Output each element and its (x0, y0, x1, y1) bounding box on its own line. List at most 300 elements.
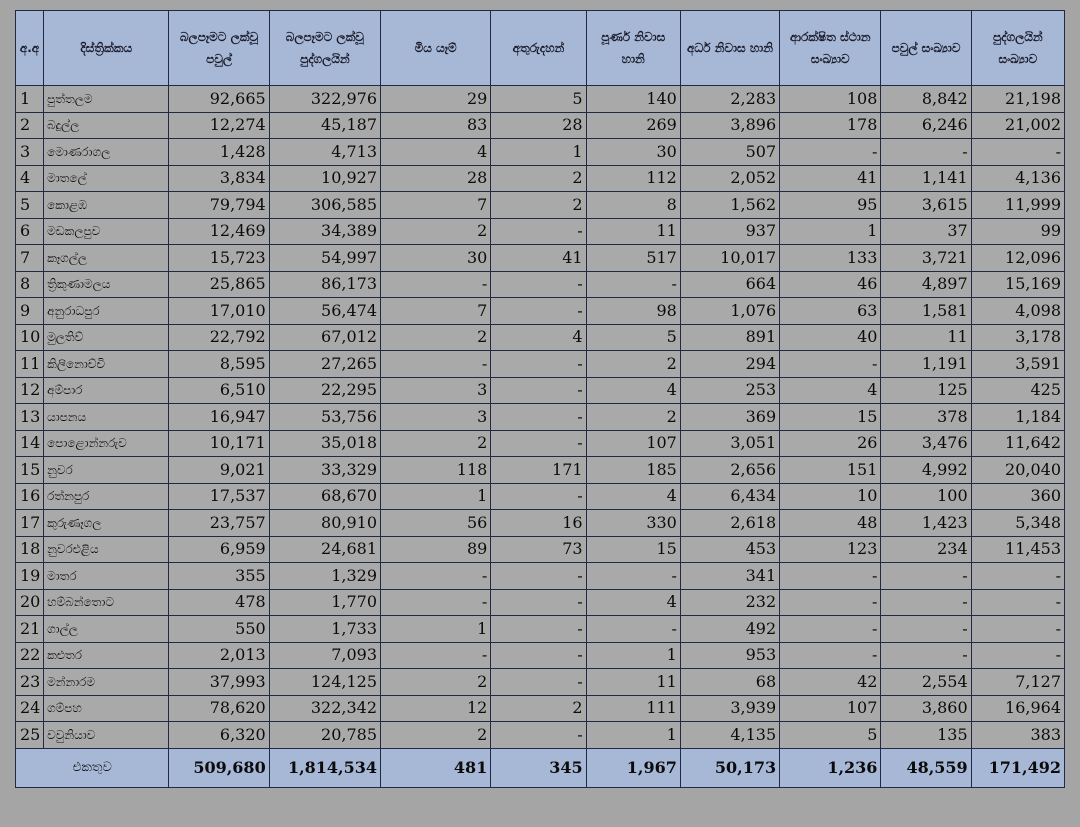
table-cell: 4,897 (881, 271, 971, 298)
table-cell: 100 (881, 483, 971, 510)
header-affected-families: බලපෑමට ලක්වූ පවුල් (169, 11, 269, 86)
table-cell: 46 (780, 271, 881, 298)
table-cell: - (491, 404, 586, 431)
row-index: 15 (16, 457, 44, 484)
table-cell: 118 (381, 457, 491, 484)
table-cell: 37 (881, 218, 971, 245)
table-cell: 21,002 (971, 112, 1064, 139)
row-index: 22 (16, 642, 44, 669)
table-row (16, 589, 1065, 616)
table-cell: - (381, 351, 491, 378)
table-cell: 3,615 (881, 192, 971, 219)
table-cell: 78,620 (169, 695, 269, 722)
table-cell: 2,618 (680, 510, 779, 537)
table-cell: 56,474 (269, 298, 380, 325)
district-name: මඩකලපුව (44, 218, 169, 245)
table-row (16, 669, 1065, 696)
table-cell: 7,093 (269, 642, 380, 669)
district-name: පොළොන්නරුව (44, 430, 169, 457)
table-cell: - (491, 218, 586, 245)
table-cell: 306,585 (269, 192, 380, 219)
row-index: 11 (16, 351, 44, 378)
table-cell: 10,927 (269, 165, 380, 192)
district-name: පුත්තලම (44, 86, 169, 113)
table-cell: - (491, 563, 586, 590)
table-row (16, 351, 1065, 378)
table-cell: 4 (491, 324, 586, 351)
table-cell: 2,013 (169, 642, 269, 669)
district-name: යාපනය (44, 404, 169, 431)
total-cell: 50,173 (680, 748, 779, 787)
table-cell: 79,794 (169, 192, 269, 219)
table-cell: 4,135 (680, 722, 779, 749)
total-cell: 1,814,534 (269, 748, 380, 787)
district-name: වවුනියාව (44, 722, 169, 749)
table-cell: 24,681 (269, 536, 380, 563)
row-index: 25 (16, 722, 44, 749)
table-cell: 1,184 (971, 404, 1064, 431)
table-cell: - (491, 669, 586, 696)
table-cell: 1,733 (269, 616, 380, 643)
table-cell: 125 (881, 377, 971, 404)
table-cell: 383 (971, 722, 1064, 749)
table-cell: 54,997 (269, 245, 380, 272)
table-row (16, 536, 1065, 563)
table-row (16, 695, 1065, 722)
table-cell: 11 (586, 669, 680, 696)
district-name: මුලතිව් (44, 324, 169, 351)
table-cell: - (971, 616, 1064, 643)
table-cell: - (381, 563, 491, 590)
table-cell: 1,191 (881, 351, 971, 378)
district-name: කොළඹ (44, 192, 169, 219)
table-cell: 107 (780, 695, 881, 722)
table-cell: 17,537 (169, 483, 269, 510)
table-cell: 28 (491, 112, 586, 139)
table-cell: 8 (586, 192, 680, 219)
table-cell: 2 (491, 192, 586, 219)
table-cell: 664 (680, 271, 779, 298)
table-cell: 12 (381, 695, 491, 722)
table-cell: 41 (491, 245, 586, 272)
district-name: රත්නපුර (44, 483, 169, 510)
table-cell: 151 (780, 457, 881, 484)
row-index: 8 (16, 271, 44, 298)
table-cell: 2,656 (680, 457, 779, 484)
table-cell: 17,010 (169, 298, 269, 325)
table-cell: 6,510 (169, 377, 269, 404)
table-cell: 355 (169, 563, 269, 590)
district-name: මාතර (44, 563, 169, 590)
table-cell: - (491, 271, 586, 298)
table-cell: 269 (586, 112, 680, 139)
table-cell: 1,581 (881, 298, 971, 325)
table-cell: 11,642 (971, 430, 1064, 457)
table-cell: 322,342 (269, 695, 380, 722)
row-index: 23 (16, 669, 44, 696)
table-row (16, 245, 1065, 272)
table-cell: - (491, 616, 586, 643)
table-row (16, 722, 1065, 749)
table-cell: 22,295 (269, 377, 380, 404)
table-cell: 23,757 (169, 510, 269, 537)
table-cell: 11 (881, 324, 971, 351)
table-row (16, 563, 1065, 590)
table-cell: 56 (381, 510, 491, 537)
disaster-summary-table (15, 10, 1065, 788)
table-cell: 5 (780, 722, 881, 749)
header-partially-damaged-houses: අර්ධ නිවාස හානි (680, 11, 779, 86)
table-cell: 2,554 (881, 669, 971, 696)
table-cell: - (780, 351, 881, 378)
table-row (16, 510, 1065, 537)
table-cell: - (780, 139, 881, 166)
table-cell: 29 (381, 86, 491, 113)
table-cell: - (971, 642, 1064, 669)
table-cell: 26 (780, 430, 881, 457)
table-cell: 2,052 (680, 165, 779, 192)
table-cell: 3 (381, 404, 491, 431)
table-cell: 517 (586, 245, 680, 272)
table-cell: 124,125 (269, 669, 380, 696)
district-name: ත්‍රිකුණාමලය (44, 271, 169, 298)
table-cell: 40 (780, 324, 881, 351)
table-cell: - (491, 430, 586, 457)
header-persons-count: පුද්ගලයින් සංඛ්‍යාව (971, 11, 1064, 86)
row-index: 1 (16, 86, 44, 113)
table-row (16, 192, 1065, 219)
district-name: අනුරාධපුර (44, 298, 169, 325)
table-cell: 12,469 (169, 218, 269, 245)
table-cell: 6,959 (169, 536, 269, 563)
table-row (16, 457, 1065, 484)
table-cell: - (491, 351, 586, 378)
header-safe-locations: ආරක්ෂිත ස්ථාන සංඛ්‍යාව (780, 11, 881, 86)
table-cell: 3,860 (881, 695, 971, 722)
table-cell: 253 (680, 377, 779, 404)
table-cell: 1,329 (269, 563, 380, 590)
table-cell: 171 (491, 457, 586, 484)
table-cell: 20,785 (269, 722, 380, 749)
table-cell: - (491, 377, 586, 404)
row-index: 9 (16, 298, 44, 325)
district-name: කෑගල්ල (44, 245, 169, 272)
table-cell: - (881, 563, 971, 590)
district-name: අම්පාර (44, 377, 169, 404)
row-index: 16 (16, 483, 44, 510)
table-cell: 4 (586, 377, 680, 404)
district-name: කළුතර (44, 642, 169, 669)
district-name: ගාල්ල (44, 616, 169, 643)
table-cell: 92,665 (169, 86, 269, 113)
table-cell: - (971, 563, 1064, 590)
table-cell: - (881, 642, 971, 669)
total-cell: 1,236 (780, 748, 881, 787)
table-cell: 140 (586, 86, 680, 113)
table-cell: 322,976 (269, 86, 380, 113)
table-cell: - (381, 589, 491, 616)
table-row (16, 642, 1065, 669)
table-row (16, 616, 1065, 643)
table-cell: 111 (586, 695, 680, 722)
table-cell: 42 (780, 669, 881, 696)
table-cell: 1,428 (169, 139, 269, 166)
table-cell: 48 (780, 510, 881, 537)
table-cell: 3,834 (169, 165, 269, 192)
table-cell: - (381, 642, 491, 669)
table-cell: 16,947 (169, 404, 269, 431)
table-cell: 5 (491, 86, 586, 113)
total-cell: 48,559 (881, 748, 971, 787)
table-cell: 133 (780, 245, 881, 272)
table-cell: 453 (680, 536, 779, 563)
total-cell: 509,680 (169, 748, 269, 787)
table-cell: 11,453 (971, 536, 1064, 563)
table-row (16, 404, 1065, 431)
table-cell: 2 (586, 404, 680, 431)
total-cell: 481 (381, 748, 491, 787)
table-cell: 341 (680, 563, 779, 590)
table-cell: 330 (586, 510, 680, 537)
district-name: ගම්පහ (44, 695, 169, 722)
table-cell: 178 (780, 112, 881, 139)
district-name: මන්නාරම (44, 669, 169, 696)
row-index: 12 (16, 377, 44, 404)
table-cell: 30 (381, 245, 491, 272)
table-cell: 5 (586, 324, 680, 351)
table-cell: 1,423 (881, 510, 971, 537)
header-district: දිස්ත්‍රික්කය (44, 11, 169, 86)
table-cell: 95 (780, 192, 881, 219)
table-cell: 86,173 (269, 271, 380, 298)
table-row (16, 324, 1065, 351)
table-cell: 12,096 (971, 245, 1064, 272)
table-cell: 8,595 (169, 351, 269, 378)
table-cell: 369 (680, 404, 779, 431)
table-cell: - (586, 271, 680, 298)
table-cell: 2 (491, 695, 586, 722)
table-cell: - (971, 139, 1064, 166)
district-name: නුවර (44, 457, 169, 484)
row-index: 6 (16, 218, 44, 245)
table-cell: 3,721 (881, 245, 971, 272)
table-cell: 507 (680, 139, 779, 166)
district-name: නුවරඑළිය (44, 536, 169, 563)
table-cell: 25,865 (169, 271, 269, 298)
table-cell: 16 (491, 510, 586, 537)
table-cell: 937 (680, 218, 779, 245)
table-cell: 953 (680, 642, 779, 669)
row-index: 4 (16, 165, 44, 192)
table-cell: - (881, 616, 971, 643)
table-cell: 3,591 (971, 351, 1064, 378)
row-index: 19 (16, 563, 44, 590)
header-families-count: පවුල් සංඛ්‍යාව (881, 11, 971, 86)
table-row (16, 483, 1065, 510)
table-cell: 1 (381, 483, 491, 510)
table-cell: 2,283 (680, 86, 779, 113)
table-cell: 28 (381, 165, 491, 192)
table-cell: 7,127 (971, 669, 1064, 696)
table-cell: 99 (971, 218, 1064, 245)
table-cell: 27,265 (269, 351, 380, 378)
table-cell: - (971, 589, 1064, 616)
table-cell: - (491, 483, 586, 510)
table-cell: 232 (680, 589, 779, 616)
table-body (16, 86, 1065, 749)
table-cell: 15 (586, 536, 680, 563)
header-deaths: මිය යෑම් (381, 11, 491, 86)
row-index: 10 (16, 324, 44, 351)
table-cell: 123 (780, 536, 881, 563)
table-row (16, 430, 1065, 457)
table-cell: 108 (780, 86, 881, 113)
table-cell: - (780, 589, 881, 616)
table-cell: 2 (381, 722, 491, 749)
table-row (16, 112, 1065, 139)
table-cell: 425 (971, 377, 1064, 404)
district-name: කුරුණෑගල (44, 510, 169, 537)
table-cell: 3,939 (680, 695, 779, 722)
table-cell: 3,178 (971, 324, 1064, 351)
table-cell: 4,992 (881, 457, 971, 484)
row-index: 17 (16, 510, 44, 537)
table-cell: 6,320 (169, 722, 269, 749)
table-cell: 4 (780, 377, 881, 404)
table-cell: 33,329 (269, 457, 380, 484)
table-cell: 1,562 (680, 192, 779, 219)
table-cell: 34,389 (269, 218, 380, 245)
table-cell: 67,012 (269, 324, 380, 351)
table-cell: 6,246 (881, 112, 971, 139)
total-row (16, 748, 1065, 787)
table-cell: 2 (381, 669, 491, 696)
table-cell: 4,713 (269, 139, 380, 166)
table-cell: 4,136 (971, 165, 1064, 192)
table-cell: 4,098 (971, 298, 1064, 325)
table-cell: 3,896 (680, 112, 779, 139)
table-cell: 41 (780, 165, 881, 192)
table-cell: 4 (381, 139, 491, 166)
row-index: 20 (16, 589, 44, 616)
row-index: 2 (16, 112, 44, 139)
row-index: 3 (16, 139, 44, 166)
table-cell: 294 (680, 351, 779, 378)
table-cell: 4 (586, 483, 680, 510)
table-cell: 3,051 (680, 430, 779, 457)
table-cell: 3,476 (881, 430, 971, 457)
total-cell: 1,967 (586, 748, 680, 787)
table-cell: 20,040 (971, 457, 1064, 484)
table-cell: 1,076 (680, 298, 779, 325)
district-name: බදුල්ල (44, 112, 169, 139)
table-row (16, 165, 1065, 192)
table-cell: 45,187 (269, 112, 380, 139)
table-cell: 1 (780, 218, 881, 245)
table-cell: 68,670 (269, 483, 380, 510)
table-cell: - (491, 298, 586, 325)
table-cell: 891 (680, 324, 779, 351)
table-cell: 1 (491, 139, 586, 166)
table-cell: 11,999 (971, 192, 1064, 219)
table-cell: 1 (381, 616, 491, 643)
table-cell: 4 (586, 589, 680, 616)
total-cell: 171,492 (971, 748, 1064, 787)
row-index: 24 (16, 695, 44, 722)
table-cell: 21,198 (971, 86, 1064, 113)
table-row (16, 139, 1065, 166)
header-row (16, 11, 1065, 86)
district-name: මාතලේ (44, 165, 169, 192)
table-cell: 98 (586, 298, 680, 325)
table-cell: 53,756 (269, 404, 380, 431)
table-cell: 1 (586, 722, 680, 749)
header-missing: අතුරුදහන් (491, 11, 586, 86)
table-cell: - (586, 563, 680, 590)
table-cell: 9,021 (169, 457, 269, 484)
table-cell: 3 (381, 377, 491, 404)
table-cell: 7 (381, 298, 491, 325)
table-cell: 80,910 (269, 510, 380, 537)
table-row (16, 271, 1065, 298)
header-affected-persons: බලපෑමට ලක්වූ පුද්ගලයින් (269, 11, 380, 86)
table-cell: - (780, 616, 881, 643)
table-cell: - (491, 722, 586, 749)
table-cell: 37,993 (169, 669, 269, 696)
table-cell: 234 (881, 536, 971, 563)
row-index: 5 (16, 192, 44, 219)
table-cell: 68 (680, 669, 779, 696)
header-fully-damaged-houses: පූර්ණ නිවාස හානි (586, 11, 680, 86)
table-cell: 5,348 (971, 510, 1064, 537)
table-row (16, 298, 1065, 325)
table-cell: 11 (586, 218, 680, 245)
table-cell: 63 (780, 298, 881, 325)
table-cell: 492 (680, 616, 779, 643)
table-cell: 10,171 (169, 430, 269, 457)
table-cell: 2 (381, 430, 491, 457)
table-cell: 73 (491, 536, 586, 563)
table-cell: 15,723 (169, 245, 269, 272)
table-cell: 1,141 (881, 165, 971, 192)
district-name: මොණරාගල (44, 139, 169, 166)
table-cell: 2 (381, 218, 491, 245)
table-cell: 10 (780, 483, 881, 510)
table-cell: 6,434 (680, 483, 779, 510)
table-cell: - (491, 642, 586, 669)
table-cell: 112 (586, 165, 680, 192)
table-cell: 378 (881, 404, 971, 431)
table-cell: - (586, 616, 680, 643)
table-cell: 2 (381, 324, 491, 351)
table-cell: - (381, 271, 491, 298)
row-index: 13 (16, 404, 44, 431)
table-cell: - (780, 563, 881, 590)
district-name: හම්බන්තොට (44, 589, 169, 616)
table-cell: 7 (381, 192, 491, 219)
table-cell: 1,770 (269, 589, 380, 616)
total-cell: 345 (491, 748, 586, 787)
table-cell: 2 (491, 165, 586, 192)
table-cell: - (881, 589, 971, 616)
table-cell: 185 (586, 457, 680, 484)
total-label: එකතුව (16, 748, 169, 787)
row-index: 14 (16, 430, 44, 457)
header-index: අ.අ (16, 11, 44, 86)
table-cell: 15,169 (971, 271, 1064, 298)
table-row (16, 377, 1065, 404)
table-cell: 10,017 (680, 245, 779, 272)
